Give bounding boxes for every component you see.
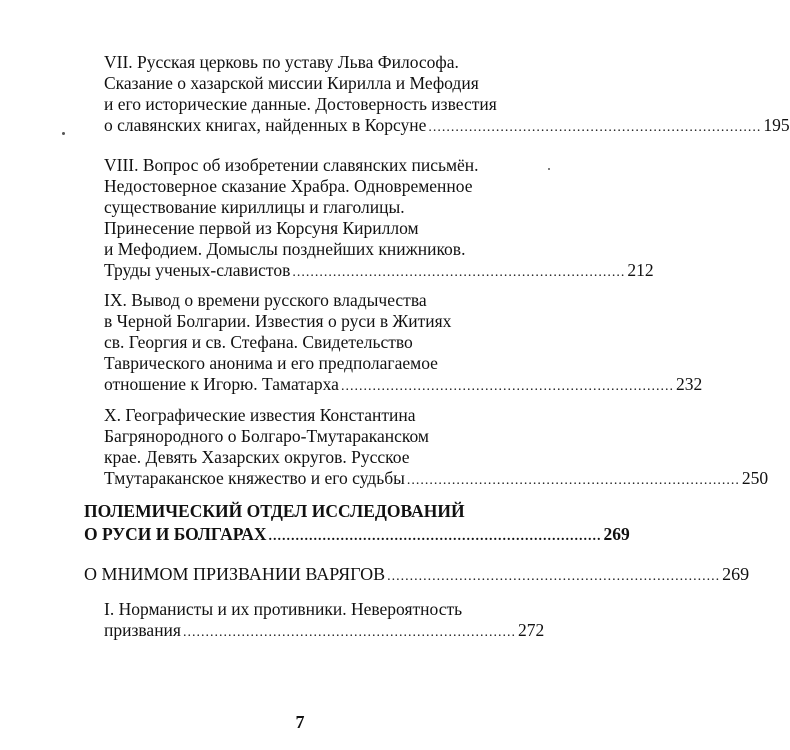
- toc-page-number: 212: [627, 260, 654, 280]
- toc-line: крае. Девять Хазарских округов. Русское: [104, 447, 410, 467]
- dot-leader: ..........................................................................: [428, 120, 762, 135]
- toc-line: св. Георгия и св. Стефана. Свидетельство: [104, 332, 413, 352]
- toc-line: Принесение первой из Корсуня Кириллом: [104, 218, 419, 238]
- toc-line: Тмутараканское княжество и его судьбы: [104, 468, 405, 488]
- toc-last-line: [104, 374, 703, 397]
- section-heading-line: ПОЛЕМИЧЕСКИЙ ОТДЕЛ ИССЛЕДОВАНИЙ: [84, 501, 465, 521]
- toc-section-polemic: [84, 500, 630, 548]
- dot-leader: ..........................................................................: [292, 265, 626, 280]
- toc-line: X. Географические известия Константина: [104, 405, 416, 425]
- toc-section-varangians: [84, 563, 750, 588]
- toc-last-line: [84, 563, 750, 588]
- scan-speck: [62, 132, 65, 135]
- toc-line: отношение к Игорю. Таматарха: [104, 374, 339, 394]
- toc-last-line: [104, 260, 654, 283]
- toc-last-line: [104, 115, 790, 138]
- toc-line: о славянских книгах, найденных в Корсуне: [104, 115, 427, 135]
- toc-last-line: [104, 620, 545, 643]
- toc-last-line: [104, 468, 769, 491]
- toc-line: Труды ученых-славистов: [104, 260, 291, 280]
- dot-leader: ..........................................................................: [406, 473, 740, 488]
- toc-last-line: [84, 523, 630, 548]
- toc-entry-vii: [104, 52, 790, 138]
- toc-entry-x: [104, 405, 769, 491]
- toc-line: Таврического анонима и его предполагаемое: [104, 353, 438, 373]
- dot-leader: ..........................................................................: [268, 529, 602, 544]
- toc-entry-i: [104, 599, 545, 643]
- toc-page-number: 250: [741, 468, 769, 488]
- toc-line: существование кириллицы и глаголицы.: [104, 197, 405, 217]
- section-heading-line: О МНИМОМ ПРИЗВАНИИ ВАРЯГОВ: [84, 564, 386, 584]
- toc-line: IX. Вывод о времени русского владычества: [104, 290, 427, 310]
- toc-line: Сказание о хазарской миссии Кирилла и Мефодия: [104, 73, 479, 93]
- dot-leader: ..........................................................................: [387, 569, 721, 584]
- toc-line: Багрянородного о Болгаро-Тмутараканском: [104, 426, 429, 446]
- toc-page-number: 272: [517, 620, 545, 640]
- toc-line: I. Норманисты и их противники. Невероятность: [104, 599, 463, 619]
- dot-leader: ..........................................................................: [340, 379, 674, 394]
- toc-entry-ix: [104, 290, 703, 397]
- toc-line: в Черной Болгарии. Известия о руси в Житиях: [104, 311, 452, 331]
- toc-line: и Мефодием. Домыслы позднейших книжников.: [104, 239, 466, 259]
- toc-line: VII. Русская церковь по уставу Льва Философа.: [104, 52, 459, 72]
- page-number: 7: [295, 712, 305, 732]
- scan-speck: [548, 168, 550, 170]
- toc-page-number: 269: [603, 524, 630, 544]
- toc-page-number: 269: [722, 564, 750, 584]
- toc-line: VIII. Вопрос об изобретении славянских письмён.: [104, 155, 479, 175]
- dot-leader: ..........................................................................: [182, 625, 516, 640]
- toc-line: и его исторические данные. Достоверность известия: [104, 94, 497, 114]
- toc-entry-viii: [104, 155, 654, 283]
- toc-page-number: 195: [763, 115, 790, 135]
- toc-page-number: 232: [675, 374, 703, 394]
- toc-line: Недостоверное сказание Храбра. Одновременное: [104, 176, 473, 196]
- toc-line: призвания: [104, 620, 181, 640]
- section-heading-line: О РУСИ И БОЛГАРАХ: [84, 524, 267, 544]
